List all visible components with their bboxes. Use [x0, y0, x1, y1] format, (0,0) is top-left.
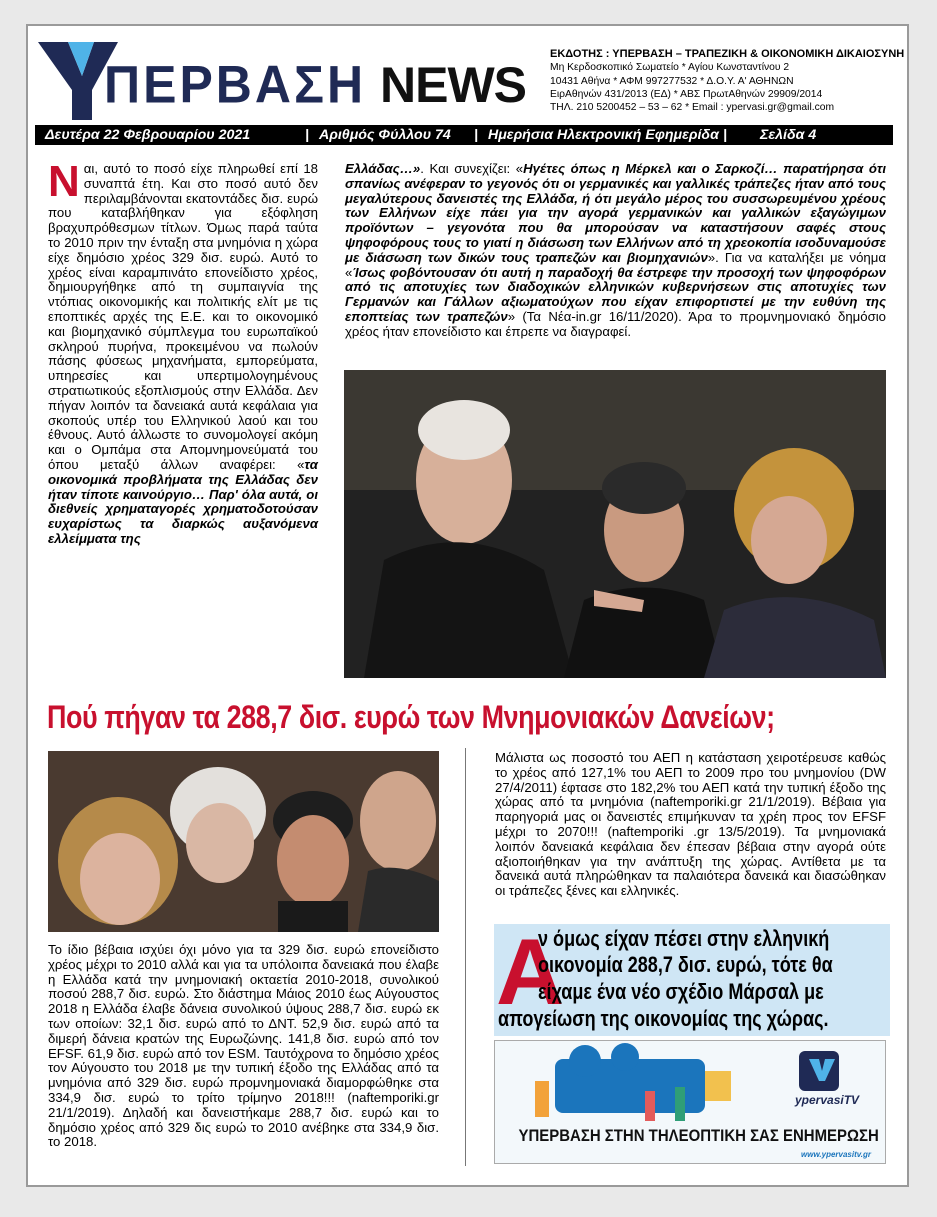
page-number: Σελίδα 4	[760, 127, 817, 143]
publisher-line: 10431 Αθήνα * ΑΦΜ 997277532 * Δ.Ο.Υ. Α' ΑΘΗΝΩΝ	[550, 75, 794, 87]
issue-info-bar	[35, 125, 893, 145]
bar-separator: |	[474, 127, 478, 143]
article-col-bottom-left: Το ίδιο βέβαια ισχύει όχι μόνο για τα 329 δισ. ευρώ επονείδιστο χρέος μέχρι το 2010 αλλά και για τα υπόλοιπα δανειακά που έλαβε η Ελλάδα κατά την μνημονιακή οκταετία 2010-2018, συνολικού ποσού 288,7 δισ. ευρώ. Στο διάστημα Μάιος 2010 έως Αύγουστος 2018 η Ελλάδα έλαβε δάνεια συνολικού ύψους 288,7 δισ. ευρώ εκ των οποίων: 32,1 δισ. ευρώ από το ΔΝΤ. 52,9 δισ. ευρώ από τα διμερή δάνεια κρατών της Ευρωζώνης. 141,8 δισ. ευρώ από τον EFSF. 61,9 δισ. ευρώ από τον ESM. Ταυτόχρονα το δημόσιο χρέος τον Αύγουστο του 2018 με την τυπική έξοδο της Ελλάδας από τα μνημόνια από 329 δισ. ευρώ προμνημονιακά διαμορφώθηκε στα 334,9 δισ. ευρώ το τρίτο τρίμηνο 2018!!! (naftemporiki.gr 21/1/2019). Δηλαδή και δανειστήκαμε 288,7 δισ. ευρώ και το δημόσιο χρέος από 329 δις ευρώ το 2010 ανέβηκε στα 334,9 δισ. το 2018.	[48, 942, 439, 1150]
logo-news-text: NEWS	[380, 57, 526, 113]
logo-main-text: ΠΕΡΒΑΣΗ	[104, 55, 367, 114]
publisher-info	[550, 48, 905, 114]
callout-line: ν όμως είχαν πέσει στην ελληνική	[538, 926, 830, 951]
politicians-photo	[48, 751, 439, 932]
article-col-top-left	[48, 157, 318, 547]
callout-line: απογείωση της οικονομίας της χώρας.	[498, 1006, 829, 1031]
article-col-top-right	[345, 162, 886, 340]
politicians-photo-illustration	[48, 751, 439, 932]
paper-type: Ημερήσια Ηλεκτρονική Εφημερίδα	[488, 127, 719, 143]
column-divider	[465, 748, 466, 1166]
leaders-photo-illustration	[344, 370, 886, 678]
masthead-logo	[32, 44, 526, 120]
dropcap: Ν	[48, 157, 80, 206]
article-text: . Και συνεχίζει: «	[420, 161, 524, 176]
article-text: » (Τα Νέα-in.gr 16/11/2020). Άρα το προμνημονιακό δημόσιο χρέος ήταν επονείδιστο και έπρεπε να διαγραφεί.	[345, 308, 886, 339]
tv-url-link[interactable]: www.ypervasitv.gr	[801, 1150, 871, 1159]
tv-slogan: ΥΠΕΡΒΑΣΗ ΣΤΗΝ ΤΗΛΕΟΠΤΙΚΗ ΣΑΣ ΕΝΗΜΕΡΩΣΗ	[518, 1126, 879, 1145]
tv-logo-text: ypervasiTV	[795, 1093, 860, 1107]
headline: Πού πήγαν τα 288,7 δισ. ευρώ των Μνημονιακών Δανείων;	[47, 699, 775, 735]
article-text: ». Για να καταλήξει με νόημα «	[345, 249, 886, 280]
article-col-bottom-right: Μάλιστα ως ποσοστό του ΑΕΠ η κατάσταση χειροτέρευσε καθώς το χρέος από 127,1% του ΑΕΠ το 2009 προ του μνημονίου (DW 27/4/2011) έφτασε στο 182,2% του ΑΕΠ κατά την τυπική έξοδο της χώρας από τα μνημόνια (naftemporiki.gr 21/1/2019). Βέβαια για παρηγοριά μας οι δανειστές επιμήκυναν τα χρέη προς τον EFSF μέχρι το 2070!!! (naftemporiki .gr 13/5/2019). Τα μνημονιακά λοιπόν δανειακά κεφάλαια δεν έπεσαν βέβαια στην αγορά ούτε αξιοποιήθηκαν για την ανάπτυξη της χώρας. Αντίθετα με τα δανεικά αυτά πληρώθηκαν τα παλαιότερα δανεικά και διασώθηκαν οι τράπεζες ξένες και ελληνικές.	[495, 750, 886, 899]
article-quote: Ηγέτες όπως η Μέρκελ και ο Σαρκοζί… παρατήρησα ότι σπανίως ανέφεραν το γεγονός ότι οι γερμανικές και γαλλικές τράπεζες ήταν από τους μεγαλύτερους δανειστές της Ελλάδα, ή ότι μεγάλο μέρος του συσσωρευμένου χρέους των Ελλήνων είχε πάει για την αγορά γερμανικών και γαλλικών εξαγώγιμων προϊόντων – γεγονότα που θα μπορούσαν να καταστήσουν σαφές στους ψηφοφόρους τους το γιατί η διάσωση των Ελλήνων από τη χρεοκοπία ισοδυναμούσε με διάσωση των δικών τους τραπεζών και βιομηχανιών	[345, 161, 886, 265]
article-quote: τα οικονομικά προβλήματα της Ελλάδας δεν ήταν τίποτε καινούργιο… Παρ' όλα αυτά, οι διεθνείς χρηματαγορές χρηματοδοτούσαν ευχαρίστως τα διαρκώς αυξανόμενα ελλείμματα της	[48, 456, 318, 546]
article-text: αι, αυτό το ποσό είχε πληρωθεί επί 18 συναπτά έτη. Και στο ποσό αυτό δεν περιλαμβάνονται εκατοντάδες δισ. ευρώ που καταβλήθηκαν για εξόφληση βραχυπρόθεσμων τίτλων. Όμως παρά ταύτα το 2010 πριν την ένταξη στα μνημόνια η χώρα είχε δημόσιο χρέος 329 δισ. ευρώ. Αυτό το χρέος είναι καραμπινάτο επονείδιστο χρέος, δημιουργήθηκε από τη συμπαιγνία της ντόπιας οικονομικής και πολιτικής ελίτ με τις εποπτικές αρχές της Ε.Ε. και το οικονομικό και βιομηχανικό σύμπλεγμα του ευρωπαϊκού σκληρού πυρήνα, προκειμένου να πωλούν πάσης φύσεως μηχανήματα, εμπορεύματα, υπηρεσίες και υπερτιμολογημένους στρατιωτικούς εξοπλισμούς στην Ελλάδα. Δεν πήγαν λοιπόν τα δανειακά αυτά κεφάλαια για σκοπούς υπέρ του Ελληνικού λαού και του έθνους. Αυτό άλλωστε το συνομολογεί ακόμη και ο Ομπάμα στα Απομνημονεύματά του όπου μεταξύ άλλων αναφέρει: «	[48, 161, 318, 472]
issue-date: Δευτέρα 22 Φεβρουαρίου 2021	[45, 127, 251, 143]
article-quote: Ελλάδας…»	[345, 161, 421, 176]
publisher-line: ΤΗΛ. 210 5200452 – 53 – 62 * Email : ypervasi.gr@gmail.com	[550, 102, 835, 114]
callout-box	[494, 919, 890, 1036]
bar-separator: |	[723, 127, 727, 143]
leaders-photo	[344, 370, 886, 678]
publisher-line: Μη Κερδοσκοπικό Σωματείο * Αγίου Κωνσταντίνου 2	[550, 62, 790, 74]
publisher-line: ΕιρΑθηνών 431/2013 (ΕΔ) * ΑΒΣ ΠρωτΑθηνών 29909/2014	[550, 88, 823, 100]
bar-separator: |	[305, 127, 309, 143]
callout-line: είχαμε ένα νέο σχέδιο Μάρσαλ με	[538, 979, 824, 1004]
issue-number: Αριθμός Φύλλου 74	[319, 127, 451, 143]
publisher-line: ΕΚΔΟΤΗΣ : ΥΠΕΡΒΑΣΗ – ΤΡΑΠΕΖΙΚΗ & ΟΙΚΟΝΟΜΙΚΗ ΔΙΚΑΙΟΣΥΝΗ	[550, 48, 905, 60]
callout-dropcap: Α	[496, 919, 564, 1024]
article-quote: Ίσως φοβόντουσαν ότι αυτή η παραδοχή θα έστρεφε την προσοχή των ψηφοφόρων από τις αποτυχίες των διαδοχικών ελληνικών κυβερνήσεων στις αποτυχίες των Γερμανών και Γάλλων αξιωματούχων που είχαν επιφορτιστεί με την ευθύνη της εποπτείας των τραπεζών	[345, 264, 886, 324]
ypervasi-tv-banner[interactable]	[494, 1040, 886, 1164]
callout-line: οικονομία 288,7 δισ. ευρώ, τότε θα	[538, 952, 833, 977]
